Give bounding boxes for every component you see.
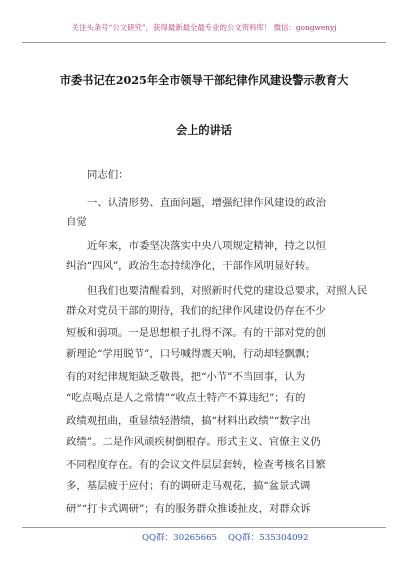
footer-divider [22,527,386,528]
header-divider [22,42,386,43]
document-title-line-2: 会上的讲话 [176,123,232,137]
section-heading-line: 自觉 [66,216,87,228]
body-text-line: 新理论“学用脱节”，口号喊得震天响，行动却轻飘飘； [66,348,316,360]
body-text-line: 政绩观扭曲，重显绩轻潜绩，搞“材料出政绩”“数字出 [66,415,311,427]
footer-qq-group-1: QQ群：30265665 [142,533,218,543]
body-text-line: 群众对党员干部的期待，我们的纪律作风建设仍存在不少 [66,305,326,317]
body-text-line: 近年来，市委坚决落实中央八项规定精神，持之以恒 [87,240,326,252]
header-banner [40,22,368,33]
body-text-line: 但我们也要清醒看到，对照新时代党的建设总要求，对照人民 [87,285,368,297]
footer-qq-group-2: QQ群：535304092 [228,533,309,543]
document-title-line-1: 市委书记在2025年全市领导干部纪律作风建设警示教育大 [59,73,349,87]
body-text-line: 政绩”。二是作风顽疾树倒根存。形式主义、官僚主义仍 [66,436,321,448]
body-text-line: 研”“打卡式调研”；有的服务群众推诿扯皮，对群众诉 [66,503,311,515]
section-heading-line: 一、认清形势、直面问题，增强纪律作风建设的政治 [87,197,326,209]
header-banner-text: 关注头条号“公文研究”，获得最新最全最专业的公文资料库！ 微信：gongwenyj [71,23,337,32]
body-text-line: 短板和弱项。一是思想根子扎得不深。有的干部对党的创 [66,327,326,339]
body-text-line: “吃点喝点是人之常情”“收点土特产不算违纪”；有的 [66,392,306,404]
body-text-line: 多，基层疲于应付；有的调研走马观花，搞“盆景式调 [66,480,311,492]
body-text-line: 纠治“四风”，政治生态持续净化，干部作风明显好转。 [66,260,316,272]
body-text-line: 有的对纪律规矩缺乏敬畏，把“小节”不当回事，认为 [66,371,306,383]
salutation: 同志们： [87,169,129,181]
body-text-line: 不同程度存在。有的会议文件层层套转，检查考核名目繁 [66,459,326,471]
